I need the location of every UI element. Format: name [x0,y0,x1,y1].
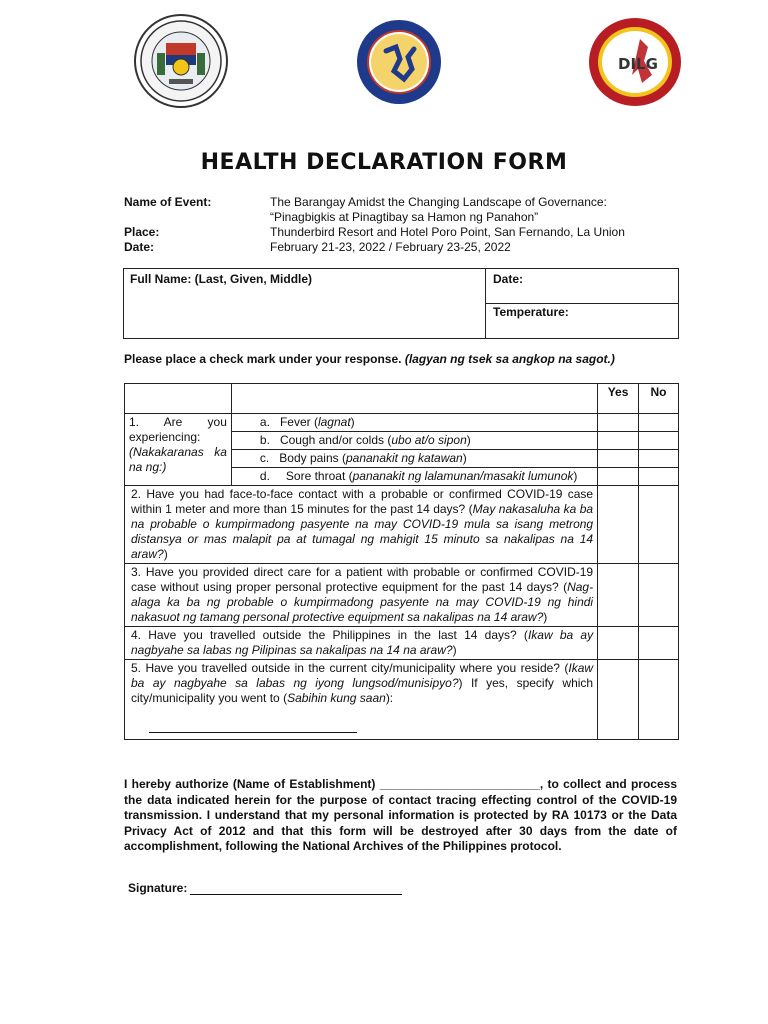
signature-row [128,881,402,895]
q2-yes-cell[interactable] [598,486,639,564]
q5-no-cell[interactable] [639,660,679,740]
q5-italic2: Sabihin kung saan [287,691,386,705]
q1b-letter: b. [259,433,270,447]
table-header-row [125,384,679,414]
q1b-yes-cell[interactable] [598,432,639,450]
instructions-text: Please place a check mark under your response. [124,352,402,366]
q5-row [125,660,679,740]
q1-label: 1. Are you experiencing: [129,415,227,444]
no-header: No [639,384,679,414]
q1d-yes-cell[interactable] [598,468,639,486]
city-answer-line[interactable] [149,722,357,733]
q1-tagalog: (Nakakaranas ka na ng:) [129,445,227,474]
q1a-yes-cell[interactable] [598,414,639,432]
q4-text: 4. Have you travelled outside the Philippines in the last 14 days? ( [131,628,528,642]
dilg-seal [588,17,682,107]
q1d-close: ) [573,469,578,483]
q1b-no-cell[interactable] [639,432,679,450]
q4-no-cell[interactable] [639,627,679,660]
q4-yes-cell[interactable] [598,627,639,660]
q1c-yes-cell[interactable] [598,450,639,468]
q1b-close: ) [466,433,471,447]
q2-text: 2. Have you had face-to-face contact with a probable or confirmed COVID-19 case within 1 meter and more than 15 minutes for the past 14 days? ( [131,487,594,516]
date-value: February 21-23, 2022 / February 23-25, 2022 [270,240,511,254]
cavite-province-seal [133,13,229,109]
questions-table [124,383,679,740]
place-value: Thunderbird Resort and Hotel Poro Point, San Fernando, La Union [270,225,625,239]
q5-close: ): [385,691,394,705]
signature-line[interactable] [190,882,402,895]
event-name-label: Name of Event: [124,195,212,209]
q1c-italic: pananakit ng katawan [345,451,463,465]
q2-row [125,486,679,564]
q5-text: 5. Have you travelled outside in the current city/municipality where you reside? ( [131,661,569,675]
q1-row-a [125,414,679,432]
q5-text2: ) If yes, specify which city/municipality you went to ( [131,676,594,705]
q2-italic: May nakasaluha ka ba na probable o kumpirmadong pasyente na may COVID-19 mula sa isang metrong distansya or mas malapit pa at tumagal ng mahigit 15 minuto sa nakalipas na 14 araw? [131,502,594,561]
q1a-letter: a. [259,415,270,429]
q1d-letter: d. [259,469,270,483]
instructions-italic: (lagyan ng tsek sa angkop na sagot.) [404,352,615,366]
q1d-no-cell[interactable] [639,468,679,486]
q5-italic: Ikaw ba ay nagbyahe sa labas ng iyong lungsod/munisipyo? [131,661,594,690]
personal-info-box [123,268,679,339]
q1c-text: Body pains ( [279,451,346,465]
form-title: HEALTH DECLARATION FORM [200,150,568,175]
event-name-value-1: The Barangay Amidst the Changing Landscape of Governance: [270,195,607,209]
q3-text: 3. Have you provided direct care for a patient with probable or confirmed COVID-19 case without using proper personal protective equipment for the past 14 days? ( [131,565,594,594]
full-name-label: Full Name: (Last, Given, Middle) [130,272,313,286]
authorization-statement: I hereby authorize (Name of Establishment) ________________________, to collect and process the data indicated herein for the purpose of contact tracing effecting control of the COVID-19 transmission. I understand that my personal information is protected by RA 10173 or the Data Privacy Act of 2012 and that this form will be destroyed after 30 days from the date of accomplishment, following the National Archives of the Philippines protocol. [124,777,677,853]
q3-row [125,564,679,627]
q1d-text: Sore throat ( [285,469,353,483]
q3-close: ) [543,610,548,624]
q1a-close: ) [350,415,355,429]
q1b-text: Cough and/or colds ( [279,433,392,447]
q2-close: ) [163,547,168,561]
q1d-italic: pananakit ng lalamunan/masakit lumunok [352,469,574,483]
q1a-text: Fever ( [279,415,318,429]
q3-no-cell[interactable] [639,564,679,627]
q5-yes-cell[interactable] [598,660,639,740]
q1a-no-cell[interactable] [639,414,679,432]
q1c-letter: c. [259,451,270,465]
instructions [124,352,615,366]
place-label: Place: [124,225,160,239]
dilg-logo-text: DILG [618,55,658,73]
event-details [124,195,664,255]
event-name-value-2: “Pinagbigkis at Pinagtibay sa Hamon ng Panahon” [270,210,539,224]
yes-header: Yes [598,384,639,414]
q1c-close: ) [462,451,467,465]
q1c-no-cell[interactable] [639,450,679,468]
q4-row [125,627,679,660]
q1b-italic: ubo at/o sipon [391,433,467,447]
q3-italic: Nag-alaga ka ba ng probable o kumpirmadong pasyente na may COVID-19 ng hindi nakasuot ng tamang personal protective equipment sa nakalipas na 14 araw? [131,580,594,624]
date-field-label: Date: [493,272,524,286]
q1a-italic: lagnat [317,415,351,429]
q4-italic: Ikaw ba ay nagbyahe sa labas ng Pilipinas sa nakalipas na 14 na araw? [131,628,594,657]
q2-no-cell[interactable] [639,486,679,564]
liga-ng-mga-barangay-seal [356,19,442,105]
signature-label: Signature: [128,881,188,895]
date-label: Date: [124,240,155,254]
temperature-label: Temperature: [493,305,569,319]
q3-yes-cell[interactable] [598,564,639,627]
q4-close: ) [452,643,457,657]
